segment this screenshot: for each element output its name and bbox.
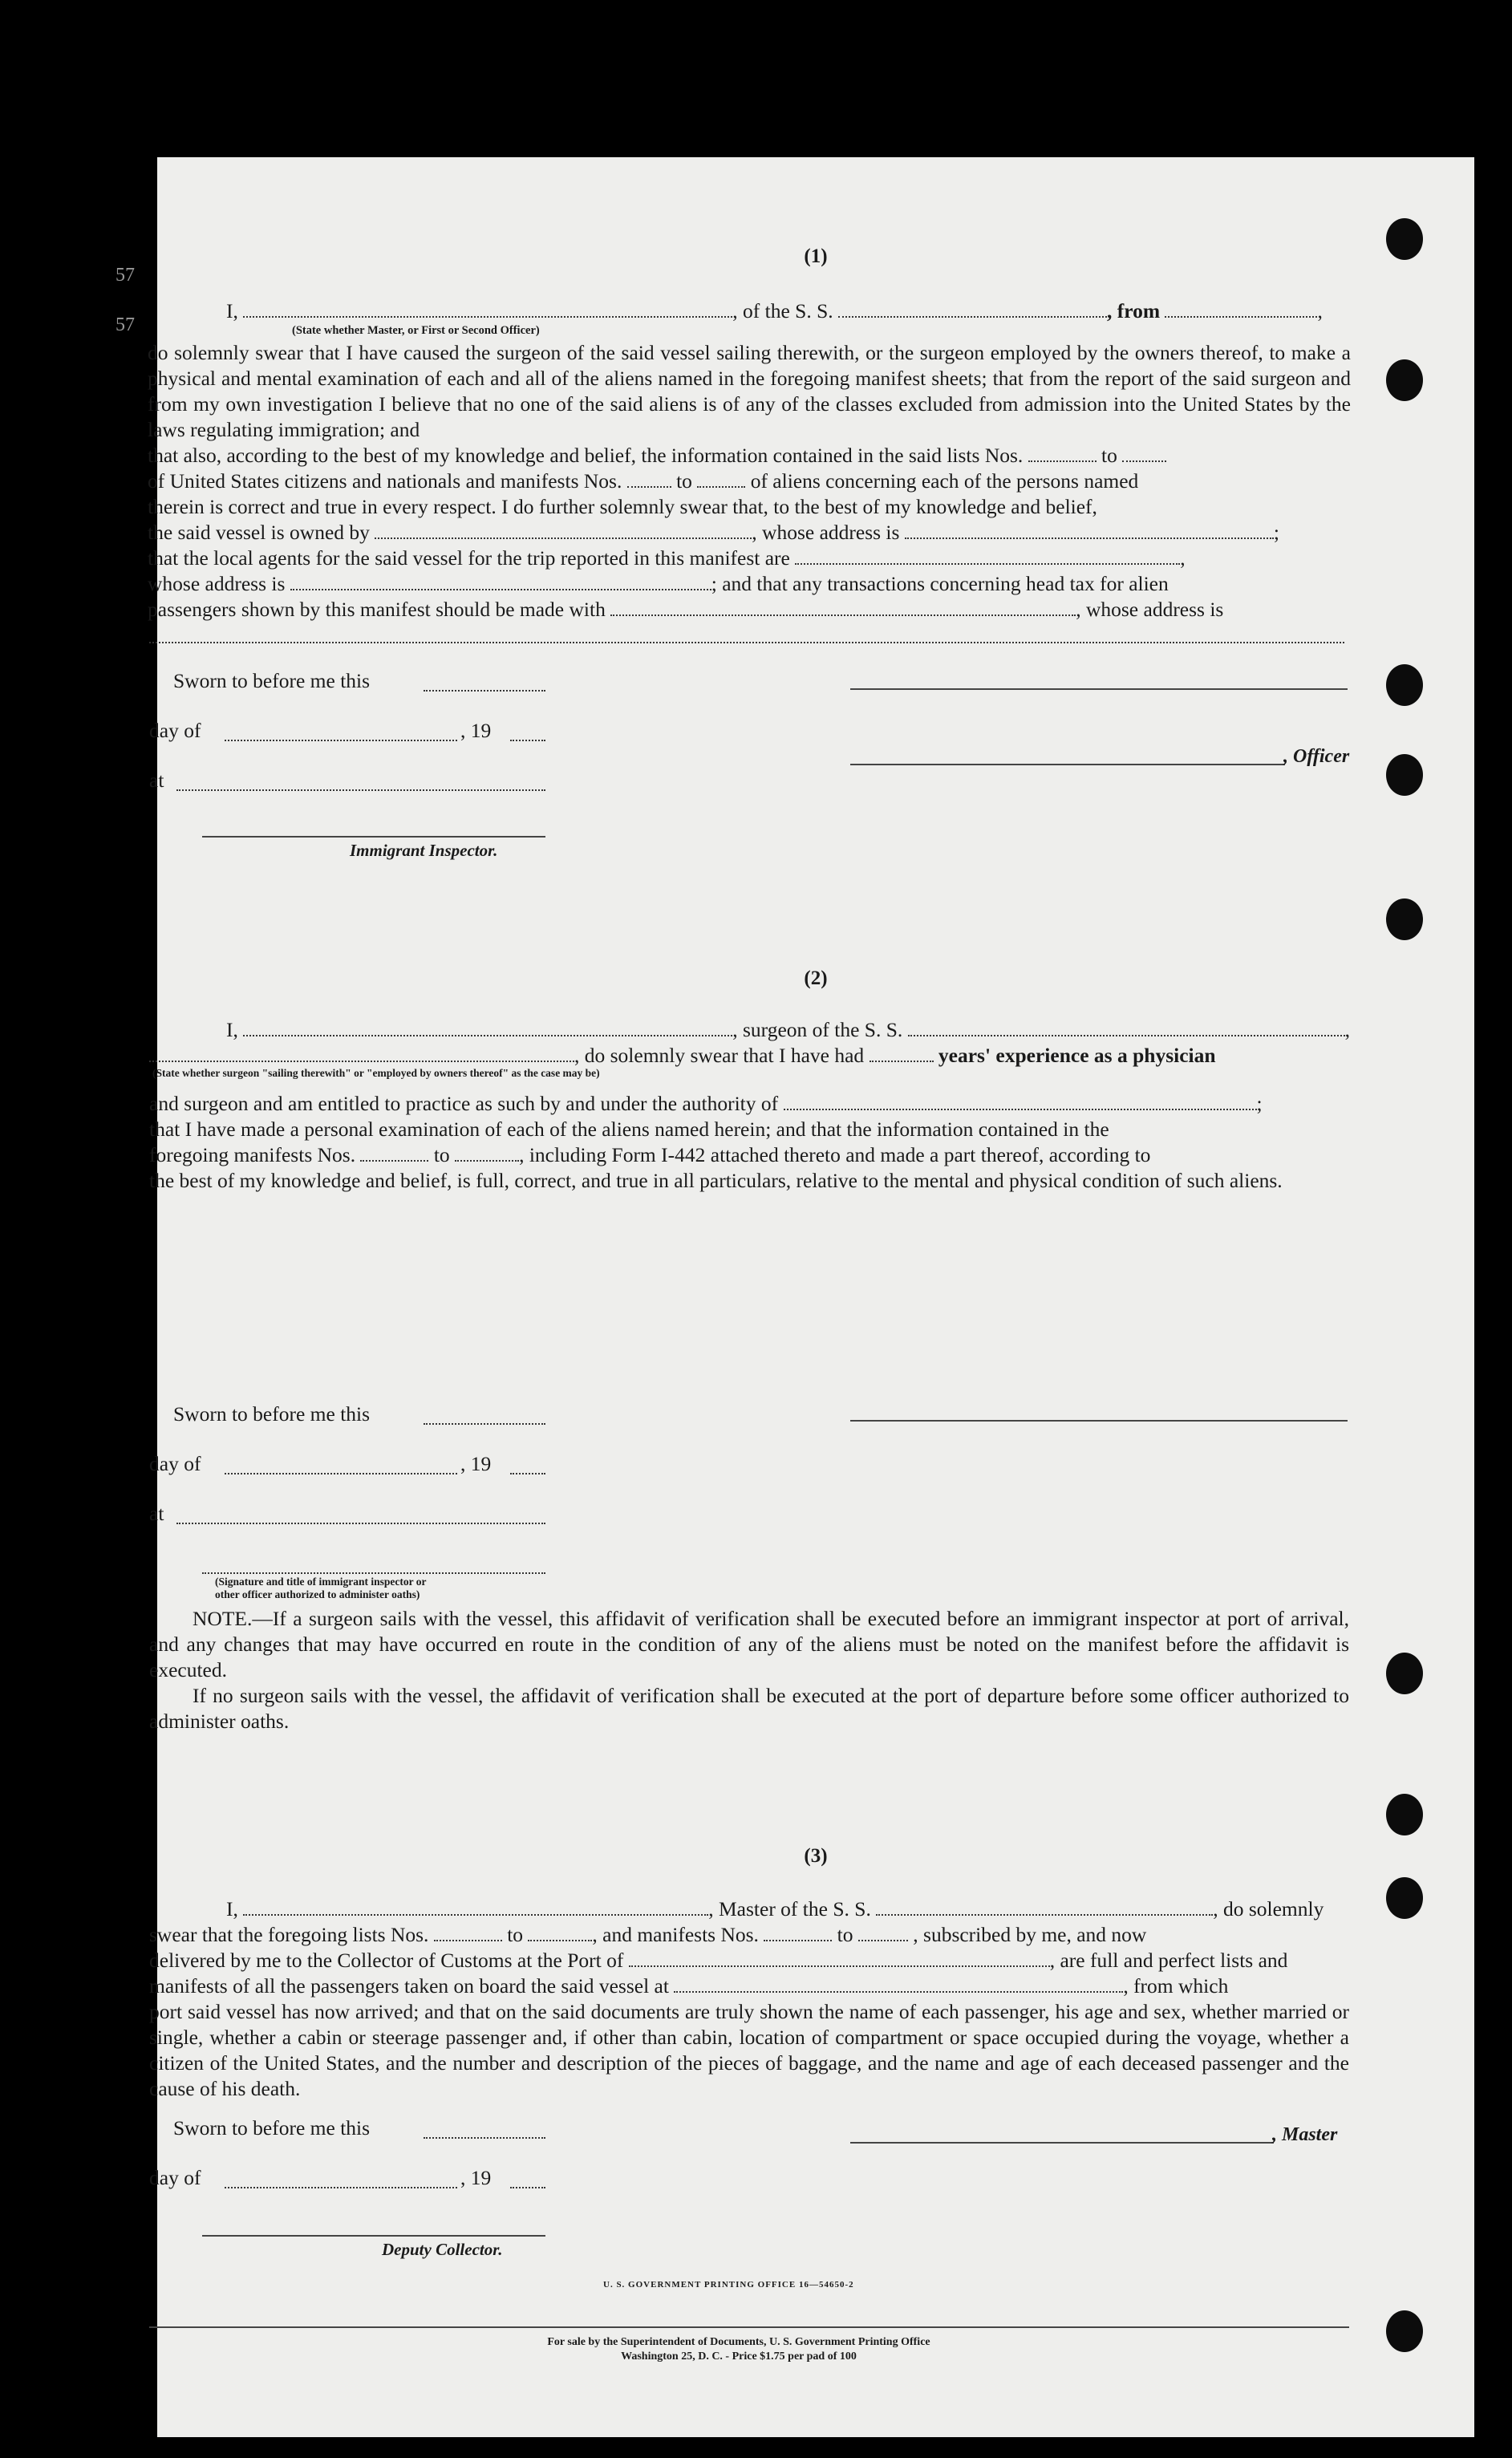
text: , (1317, 299, 1323, 322)
text: , do solemnly (1213, 1897, 1324, 1921)
port-field[interactable] (629, 1949, 1050, 1967)
collector-signature-line[interactable] (202, 2235, 545, 2237)
head-tax-field[interactable] (610, 598, 1076, 616)
lists-from-field[interactable] (434, 1924, 502, 1941)
text: the said vessel is owned by (148, 521, 370, 544)
text: , of the S. S. (732, 299, 833, 322)
inspector-signature-line[interactable] (202, 1572, 545, 1574)
text: therein is correct and true in every respect. I do further solemnly swear that, to the best of my knowledge and belief, (148, 495, 1097, 518)
text: whose address is (148, 572, 286, 595)
section-1-manifests (148, 468, 1138, 494)
master-vessel-field[interactable] (876, 1898, 1213, 1916)
text: of United States citizens and nationals and manifests Nos. (148, 469, 622, 493)
section-3-manifests (149, 1973, 1228, 1999)
sworn-field[interactable] (424, 2137, 545, 2139)
signature-caption: other officer authorized to administer oaths) (215, 1588, 420, 1600)
gpo-imprint: U. S. GOVERNMENT PRINTING OFFICE 16—54650-2 (603, 2280, 854, 2290)
day-label: day of (149, 2166, 201, 2189)
section-3-number: (3) (804, 1845, 828, 1867)
officer-line-2[interactable] (850, 764, 1285, 765)
punch-hole (1386, 1653, 1423, 1694)
text: , from which (1123, 1974, 1229, 1998)
section-1-correct (148, 494, 1097, 520)
section-1-owner (148, 520, 1279, 546)
lists-to-field[interactable] (528, 1924, 592, 1941)
authority-field[interactable] (784, 1093, 1257, 1110)
punch-hole (1386, 359, 1423, 401)
surgeon-manifest-to-field[interactable] (455, 1144, 519, 1162)
note-label: NOTE. (193, 1607, 253, 1630)
sale-notice: For sale by the Superintendent of Documents, U. S. Government Printing Office (547, 2336, 930, 2348)
margin-annotation: 57 (116, 265, 135, 286)
surgeon-status-field[interactable] (149, 1044, 574, 1062)
text: that also, according to the best of my knowledge and belief, the information contained in the said lists Nos. (148, 444, 1024, 467)
section-1-number: (1) (804, 245, 828, 267)
day-field[interactable] (225, 740, 457, 741)
manifests-to-field[interactable] (697, 470, 745, 488)
section-1-whose (148, 571, 1169, 597)
text: do solemnly swear that I have caused the surgeon of the said vessel sailing therewith, or the surgeon employed by the owners thereof, to make a physical and mental examination of each and all of the aliens named in the foregoing manifest sheets; that from the report of the said surgeon and from my own investigation I believe that no one of the said aliens is of any of the classes excluded from admission into the United States by the laws regulating immigration; and (148, 341, 1351, 441)
note-1 (149, 1606, 1349, 1683)
agents-address-field[interactable] (290, 573, 711, 590)
text: , from (1107, 299, 1161, 322)
text: that I have made a personal examination of each of the aliens named herein; and that the information contained in the (149, 1117, 1109, 1141)
sworn-label: Sworn to before me this (173, 2116, 371, 2140)
at-field[interactable] (176, 1523, 545, 1524)
year-label: , 19 (460, 2166, 492, 2189)
signature-caption: (Signature and title of immigrant inspector or (215, 1576, 427, 1588)
at-label: at (149, 1502, 164, 1525)
manifests-from-field[interactable] (764, 1924, 832, 1941)
text: to (676, 469, 692, 493)
section-2-authority (149, 1091, 1263, 1117)
text: ; (1273, 521, 1279, 544)
text: port said vessel has now arrived; and that on the said documents are truly shown the name of each passenger, his age and sex, whether married or single, whether a cabin or steerage passenger and, if other than cabin, location of compartment or space occupied during the voyage, whether a citizen of the United States, and the number and description of the pieces of baggage, and the name and age of each deceased passenger and the cause of his death. (149, 2000, 1349, 2100)
punch-hole (1386, 664, 1423, 706)
year-label: , 19 (460, 719, 492, 742)
officer-line-1[interactable] (850, 688, 1348, 690)
surgeon-signature-line[interactable] (850, 1420, 1348, 1422)
section-1-agents (148, 546, 1186, 571)
inspector-signature-line[interactable] (202, 836, 545, 838)
manifests-to-field[interactable] (858, 1924, 908, 1941)
address-rule (149, 642, 1344, 643)
at-label: at (149, 769, 164, 792)
officer-label: , Officer (1283, 746, 1350, 767)
year-field[interactable] (510, 740, 545, 741)
surgeon-vessel-field[interactable] (908, 1019, 1345, 1036)
text: to (837, 1923, 853, 1946)
section-1-lists (148, 443, 1166, 468)
text: , subscribed by me, and now (913, 1923, 1147, 1946)
text: , whose address is (1076, 598, 1224, 621)
note-2 (149, 1683, 1349, 1734)
section-2-caption: (State whether surgeon "sailing therewith" or "employed by owners thereof" as the case may be) (152, 1067, 600, 1079)
punch-hole (1386, 1794, 1423, 1835)
text: I, (226, 1018, 238, 1041)
text: , are full and perfect lists and (1049, 1949, 1288, 1972)
text: delivered by me to the Collector of Customs at the Port of (149, 1949, 624, 1972)
footer-rule (149, 2326, 1349, 2328)
sale-notice: Washington 25, D. C. - Price $1.75 per pad of 100 (621, 2351, 857, 2363)
sworn-label: Sworn to before me this (173, 1402, 371, 1426)
collector-label: Deputy Collector. (382, 2240, 503, 2259)
at-field[interactable] (176, 789, 545, 791)
text: , including Form I-442 attached thereto and made a part thereof, according to (519, 1143, 1151, 1166)
master-label: , Master (1272, 2124, 1338, 2145)
owner-field[interactable] (375, 521, 752, 539)
year-field[interactable] (510, 2187, 545, 2188)
sworn-label: Sworn to before me this (173, 669, 371, 692)
text: of aliens concerning each of the persons named (750, 469, 1139, 493)
section-2-number: (2) (804, 967, 828, 989)
text: , surgeon of the S. S. (732, 1018, 903, 1041)
text: If no surgeon sails with the vessel, the affidavit of verification shall be executed at the port of departure before some officer authorized to administer oaths. (149, 1684, 1349, 1733)
text: swear that the foregoing lists Nos. (149, 1923, 429, 1946)
section-1-line-1 (194, 298, 1323, 324)
boarding-port-field[interactable] (674, 1975, 1123, 1993)
text: ; and that any transactions concerning head tax for alien (711, 572, 1169, 595)
port-from-field[interactable] (1165, 300, 1317, 318)
years-field[interactable] (870, 1044, 934, 1062)
master-name-field[interactable] (243, 1898, 708, 1916)
surgeon-name-field[interactable] (243, 1019, 732, 1036)
text: , Master of the S. S. (708, 1897, 871, 1921)
text: to (433, 1143, 450, 1166)
punch-hole (1386, 1877, 1423, 1919)
section-2-line-2 (149, 1043, 1216, 1069)
section-3-body (149, 1999, 1349, 2102)
section-1-caption: (State whether Master, or First or Second Officer) (292, 324, 540, 337)
text: I, (226, 299, 238, 322)
section-2-body-a (149, 1117, 1109, 1142)
lists-from-field[interactable] (1028, 444, 1097, 462)
punch-hole (1386, 754, 1423, 796)
section-1-body (148, 340, 1351, 443)
text: , and manifests Nos. (592, 1923, 759, 1946)
lists-to-field[interactable] (1122, 444, 1166, 462)
master-signature-line[interactable] (850, 2142, 1274, 2144)
text: to (1101, 444, 1117, 467)
section-2-body-b (149, 1168, 1349, 1194)
section-3-delivered (149, 1948, 1287, 1973)
text: ; (1256, 1092, 1263, 1115)
text: I, (226, 1897, 238, 1921)
manifests-from-field[interactable] (627, 470, 671, 488)
inspector-label: Immigrant Inspector. (350, 841, 498, 860)
text: foregoing manifests Nos. (149, 1143, 356, 1166)
owner-address-field[interactable] (905, 521, 1274, 539)
text: to (507, 1923, 524, 1946)
section-1-passengers (148, 597, 1223, 623)
day-field[interactable] (225, 2187, 457, 2188)
section-3-line-1 (194, 1896, 1324, 1922)
year-field[interactable] (510, 1473, 545, 1474)
text: passengers shown by this manifest should be made with (148, 598, 606, 621)
surgeon-manifest-from-field[interactable] (360, 1144, 428, 1162)
year-label: , 19 (460, 1452, 492, 1475)
text: , whose address is (752, 521, 900, 544)
sworn-field[interactable] (424, 1423, 545, 1425)
day-field[interactable] (225, 1473, 457, 1474)
margin-annotation: 57 (116, 314, 135, 335)
text: manifests of all the passengers taken on board the said vessel at (149, 1974, 669, 1998)
day-label: day of (149, 719, 201, 742)
text: —If a surgeon sails with the vessel, this affidavit of verification shall be executed before an immigrant inspector at port of arrival, and any changes that may have occurred en route in the condition of any of the aliens must be noted on the manifest before the affidavit is executed. (149, 1607, 1349, 1681)
vessel-name-field[interactable] (838, 300, 1107, 318)
master-name-field[interactable] (243, 300, 732, 318)
text: , (1180, 546, 1186, 570)
text: , do solemnly swear that I have had (574, 1044, 865, 1067)
punch-hole (1386, 2310, 1423, 2352)
text: , (1344, 1018, 1351, 1041)
day-label: day of (149, 1452, 201, 1475)
text: that the local agents for the said vessel for the trip reported in this manifest are (148, 546, 790, 570)
form-sheet (116, 157, 1474, 2437)
sworn-field[interactable] (424, 690, 545, 692)
section-2-foregoing (149, 1142, 1150, 1168)
section-2-line-1 (194, 1017, 1350, 1043)
section-3-lists (149, 1922, 1146, 1948)
text: years' experience as a physician (938, 1044, 1216, 1067)
punch-hole (1386, 898, 1423, 940)
agents-field[interactable] (795, 547, 1180, 565)
text: the best of my knowledge and belief, is full, correct, and true in all particulars, relative to the mental and physical condition of such aliens. (149, 1169, 1283, 1192)
text: and surgeon and am entitled to practice as such by and under the authority of (149, 1092, 779, 1115)
